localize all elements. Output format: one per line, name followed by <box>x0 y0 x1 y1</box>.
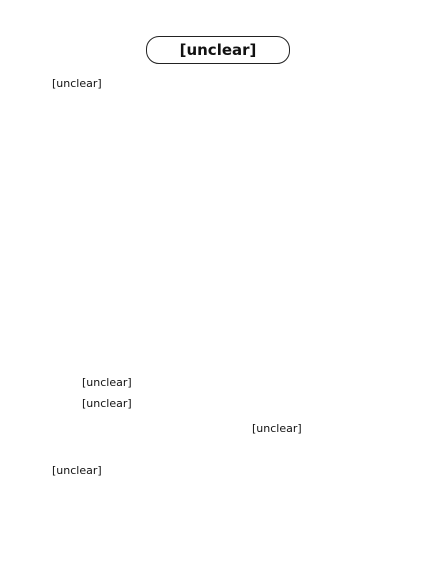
paragraph-1: [unclear] <box>52 77 102 90</box>
page-title-text: [unclear] <box>179 41 257 59</box>
page-title <box>146 36 290 64</box>
paragraph-2: [unclear] <box>52 464 102 477</box>
verse-line-2: [unclear] <box>82 397 132 410</box>
verse-line-1: [unclear] <box>82 376 132 389</box>
verse-citation: [unclear] <box>252 422 302 435</box>
verse-block <box>82 372 382 414</box>
